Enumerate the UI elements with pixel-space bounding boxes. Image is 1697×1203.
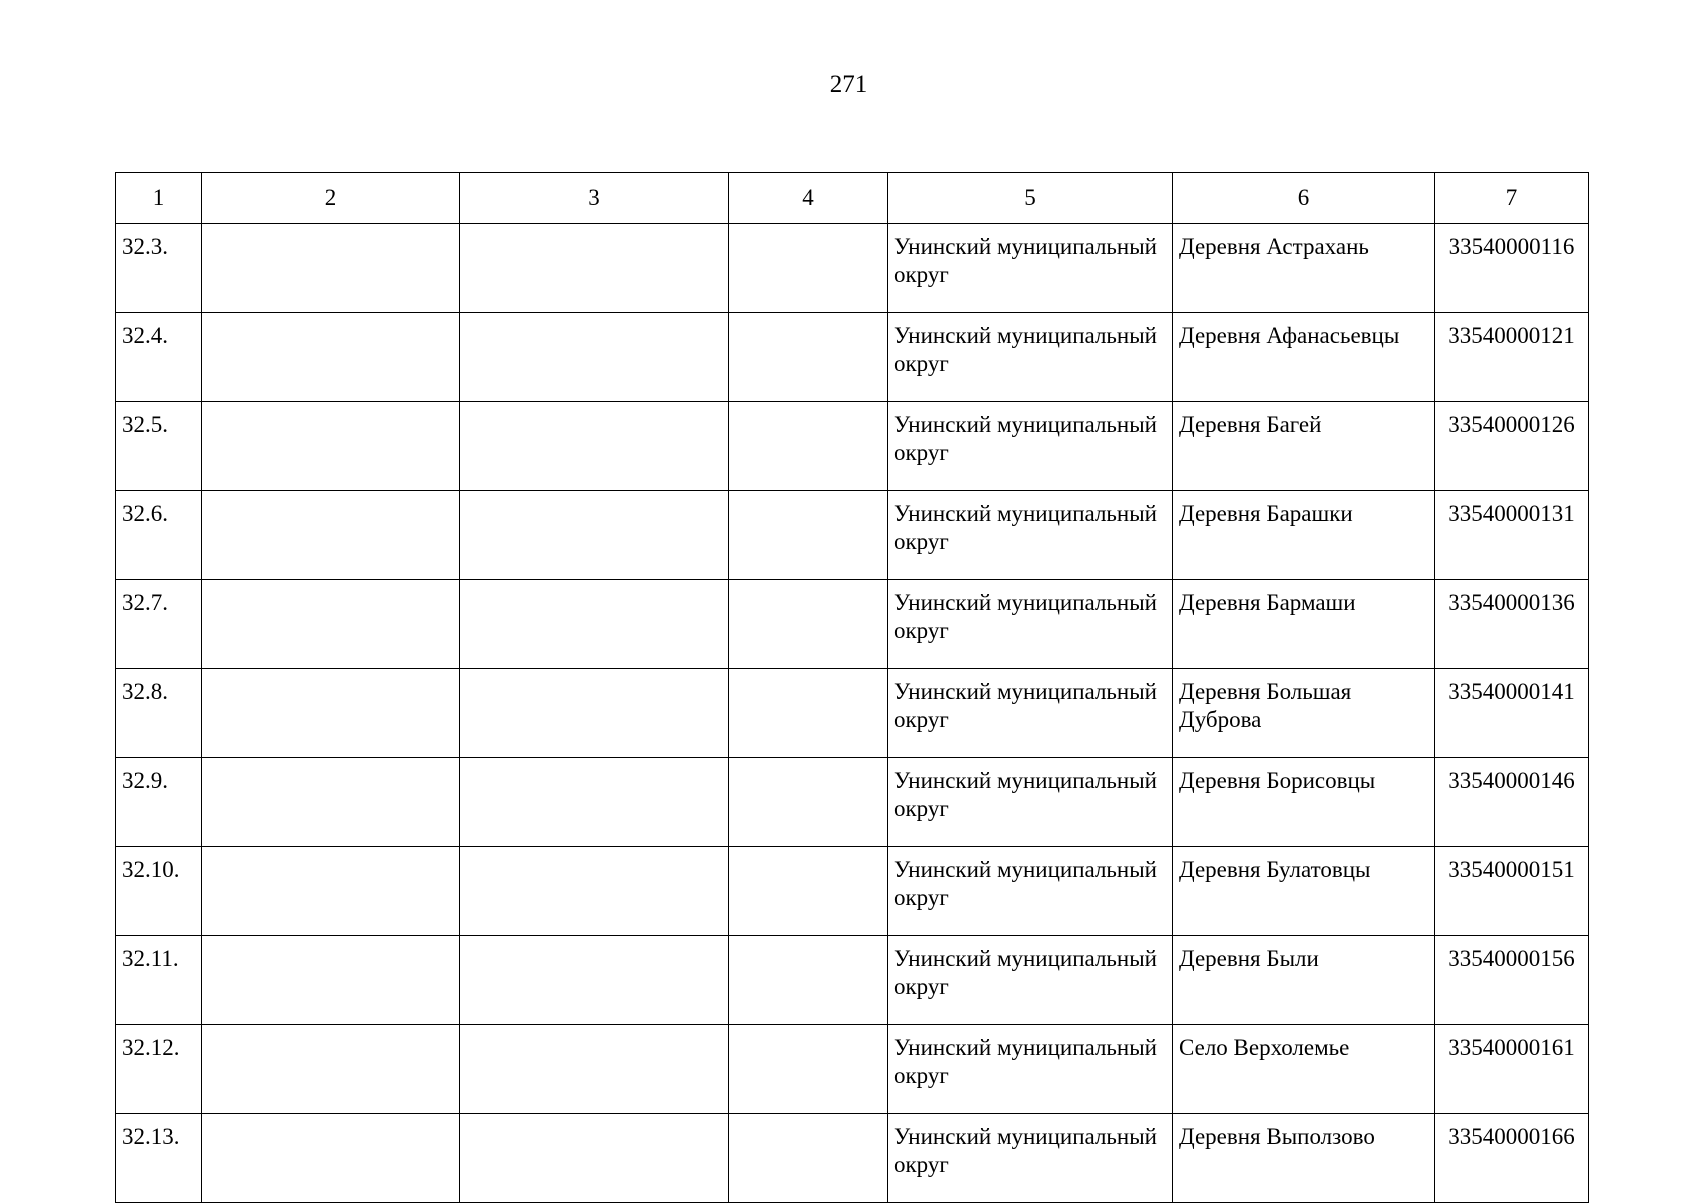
code-cell: 33540000141 — [1435, 669, 1589, 758]
code-cell: 33540000136 — [1435, 580, 1589, 669]
code-cell: 33540000161 — [1435, 1025, 1589, 1114]
header-cell: 1 — [116, 173, 202, 224]
col4-cell — [729, 669, 888, 758]
col3-cell — [460, 669, 729, 758]
table-row — [116, 1025, 1589, 1114]
header-cell: 7 — [1435, 173, 1589, 224]
settlement-cell: Деревня Багей — [1173, 402, 1435, 491]
code-cell: 33540000156 — [1435, 936, 1589, 1025]
row-number-cell: 32.13. — [116, 1114, 202, 1203]
table-row — [116, 580, 1589, 669]
col2-cell — [202, 1114, 460, 1203]
table-row — [116, 1114, 1589, 1203]
col2-cell — [202, 847, 460, 936]
table-row — [116, 224, 1589, 313]
row-number-cell: 32.5. — [116, 402, 202, 491]
code-cell: 33540000166 — [1435, 1114, 1589, 1203]
col3-cell — [460, 936, 729, 1025]
col4-cell — [729, 402, 888, 491]
col3-cell — [460, 1025, 729, 1114]
col3-cell — [460, 580, 729, 669]
district-cell: Унинский муниципальный округ — [888, 669, 1173, 758]
settlement-cell: Деревня Были — [1173, 936, 1435, 1025]
col4-cell — [729, 1025, 888, 1114]
page-number: 271 — [829, 71, 868, 98]
col3-cell — [460, 313, 729, 402]
district-cell: Унинский муниципальный округ — [888, 847, 1173, 936]
settlement-cell: Деревня Бармаши — [1173, 580, 1435, 669]
settlement-cell: Деревня Афанасьевцы — [1173, 313, 1435, 402]
col4-cell — [729, 580, 888, 669]
district-cell: Унинский муниципальный округ — [888, 936, 1173, 1025]
district-cell: Унинский муниципальный округ — [888, 402, 1173, 491]
table-header — [116, 173, 1589, 224]
col2-cell — [202, 936, 460, 1025]
code-cell: 33540000116 — [1435, 224, 1589, 313]
col4-cell — [729, 1114, 888, 1203]
settlement-cell: Деревня Булатовцы — [1173, 847, 1435, 936]
code-cell: 33540000151 — [1435, 847, 1589, 936]
table-row — [116, 313, 1589, 402]
table-row — [116, 669, 1589, 758]
col3-cell — [460, 402, 729, 491]
table-body — [116, 224, 1589, 1203]
settlement-cell: Деревня Борисовцы — [1173, 758, 1435, 847]
row-number-cell: 32.3. — [116, 224, 202, 313]
header-cell: 5 — [888, 173, 1173, 224]
settlements-table — [115, 172, 1589, 1203]
district-cell: Унинский муниципальный округ — [888, 313, 1173, 402]
row-number-cell: 32.6. — [116, 491, 202, 580]
row-number-cell: 32.9. — [116, 758, 202, 847]
header-cell: 4 — [729, 173, 888, 224]
code-cell: 33540000146 — [1435, 758, 1589, 847]
row-number-cell: 32.11. — [116, 936, 202, 1025]
settlement-cell: Деревня Большая Дуброва — [1173, 669, 1435, 758]
col2-cell — [202, 491, 460, 580]
code-cell: 33540000126 — [1435, 402, 1589, 491]
header-cell: 3 — [460, 173, 729, 224]
table-row — [116, 402, 1589, 491]
col2-cell — [202, 669, 460, 758]
settlement-cell: Деревня Астрахань — [1173, 224, 1435, 313]
table-row — [116, 758, 1589, 847]
row-number-cell: 32.12. — [116, 1025, 202, 1114]
col3-cell — [460, 847, 729, 936]
row-number-cell: 32.4. — [116, 313, 202, 402]
row-number-cell: 32.8. — [116, 669, 202, 758]
col3-cell — [460, 224, 729, 313]
header-row — [116, 173, 1589, 224]
district-cell: Унинский муниципальный округ — [888, 580, 1173, 669]
col4-cell — [729, 224, 888, 313]
code-cell: 33540000131 — [1435, 491, 1589, 580]
district-cell: Унинский муниципальный округ — [888, 224, 1173, 313]
col4-cell — [729, 847, 888, 936]
col3-cell — [460, 1114, 729, 1203]
col2-cell — [202, 224, 460, 313]
settlement-cell: Деревня Барашки — [1173, 491, 1435, 580]
settlement-cell: Деревня Выползово — [1173, 1114, 1435, 1203]
col3-cell — [460, 491, 729, 580]
header-cell: 6 — [1173, 173, 1435, 224]
col4-cell — [729, 491, 888, 580]
col2-cell — [202, 580, 460, 669]
col4-cell — [729, 758, 888, 847]
col2-cell — [202, 402, 460, 491]
row-number-cell: 32.7. — [116, 580, 202, 669]
col2-cell — [202, 758, 460, 847]
row-number-cell: 32.10. — [116, 847, 202, 936]
district-cell: Унинский муниципальный округ — [888, 491, 1173, 580]
col2-cell — [202, 1025, 460, 1114]
district-cell: Унинский муниципальный округ — [888, 1114, 1173, 1203]
table-row — [116, 491, 1589, 580]
col3-cell — [460, 758, 729, 847]
col4-cell — [729, 936, 888, 1025]
district-cell: Унинский муниципальный округ — [888, 1025, 1173, 1114]
col4-cell — [729, 313, 888, 402]
code-cell: 33540000121 — [1435, 313, 1589, 402]
col2-cell — [202, 313, 460, 402]
table-row — [116, 847, 1589, 936]
header-cell: 2 — [202, 173, 460, 224]
table-row — [116, 936, 1589, 1025]
district-cell: Унинский муниципальный округ — [888, 758, 1173, 847]
settlement-cell: Село Верхолемье — [1173, 1025, 1435, 1114]
